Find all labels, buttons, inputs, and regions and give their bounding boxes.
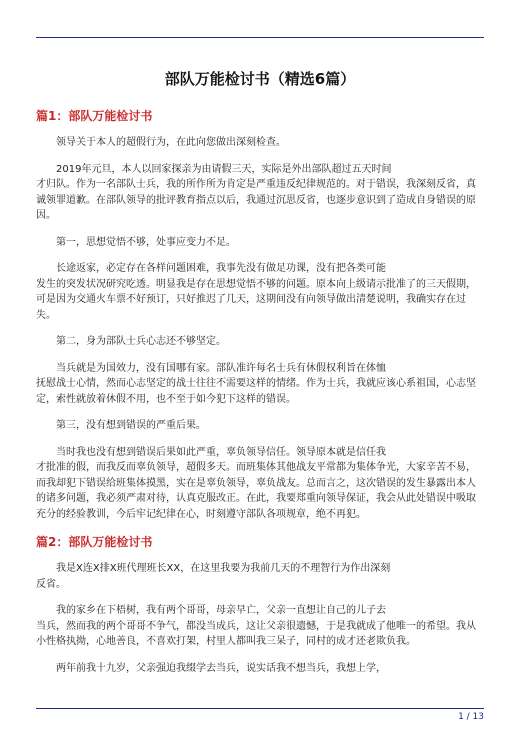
- paragraph-line: 我是X连X排X班代理班长XX，在这里我要为我前几天的不理智行为作出深刻: [56, 563, 391, 574]
- paragraph: [36, 361, 484, 408]
- section-heading-1: 篇1：部队万能检讨书: [36, 109, 153, 123]
- paragraph: 第二，身为部队士兵心志还不够坚定。: [56, 336, 226, 347]
- footer-rule: [36, 708, 484, 709]
- paragraph: [36, 162, 484, 224]
- paragraph-line: 我的家乡在下梧树，我有两个哥哥，母亲早亡，父亲一直想让自己的儿子去: [56, 605, 386, 616]
- paragraph-continuation: 发生的突发状况研究吃透。明显我是存在思想觉悟不够的问题。原本向上级请示批准了的三天假期，可是因为交通火车票不好预订，只好推迟了几天，这期间没有向领导做出清楚说明，我确实存在过失。: [36, 278, 476, 321]
- paragraph-continuation: 才批准的假，而我反而辜负领导，超假多天。而班集体其他战友平常都为集体争光，大家辛苦不易，而我却犯下错误给班集体摸黑，实在是辜负领导，辜负战友。总而言之，这次错误的发生暴露出本人的诸多问题，我必须严肃对待，认真克服改正。在此，我要郑重向领导保证，我会从此处错误中吸取充分的经验教训，今后牢记纪律在心，时刻遵守部队各项规章，绝不再犯。: [36, 462, 476, 520]
- paragraph-continuation: 反省。: [36, 578, 66, 590]
- paragraph-line: 当时我也没有想到错误后果如此严重，辜负领导信任。领导原本就是信任我: [56, 446, 386, 458]
- paragraph: [36, 603, 484, 650]
- paragraph: 第三，没有想到错误的严重后果。: [56, 420, 206, 431]
- paragraph-line: 2019年元旦，本人以回家探亲为由请假三天，实际是外出部队超过五天时间: [56, 163, 392, 175]
- document-page: [36, 50, 484, 687]
- paragraph: 领导关于本人的超假行为，在此向您做出深刻检查。: [56, 137, 286, 148]
- paragraph: 第一，思想觉悟不够，处事应变力不足。: [56, 236, 236, 248]
- paragraph-line: 当兵就是为国效力，没有国哪有家。部队准许每名士兵有休假权利旨在体恤: [56, 362, 386, 374]
- document-title: 部队万能检讨书（精选6篇）: [164, 70, 356, 88]
- paragraph: [36, 261, 484, 323]
- paragraph-line: 长途返家，必定存在各样问题困难，我事先没有做足功课，没有把各类可能: [56, 263, 386, 274]
- paragraph: 两年前我十九岁，父亲强迫我缀学去当兵，说实话我不想当兵，我想上学，: [56, 662, 386, 674]
- header-rule: [36, 37, 484, 38]
- paragraph: [36, 561, 484, 592]
- paragraph-continuation: 当兵，然而我的两个哥哥不争气，都没当成兵，这让父亲很遗憾，于是我就成了他唯一的希望。我从小性格执拗，心地善良，不喜欢打架，村里人都叫我三呆子，同村的成才还老欺负我。: [36, 620, 476, 647]
- paragraph-continuation: 抚慰战士心情，然而心志坚定的战士往往不需要这样的情绪。作为士兵，我就应该心系祖国，心志坚定，索性就放着休假不用，也不至于如今犯下这样的错误。: [36, 378, 476, 405]
- page-number: 1 / 13: [458, 712, 484, 722]
- paragraph: [36, 445, 484, 523]
- paragraph-continuation: 才归队。作为一名部队士兵，我的所作所为肯定是严重违反纪律规范的。对于错误，我深刻反省，真诚领罪道歉。在部队领导的批评教育指点以后，我通过沉思反省，也逐步意识到了造成自身错误的原因。: [36, 179, 476, 221]
- section-heading-2: 篇2：部队万能检讨书: [36, 535, 153, 549]
